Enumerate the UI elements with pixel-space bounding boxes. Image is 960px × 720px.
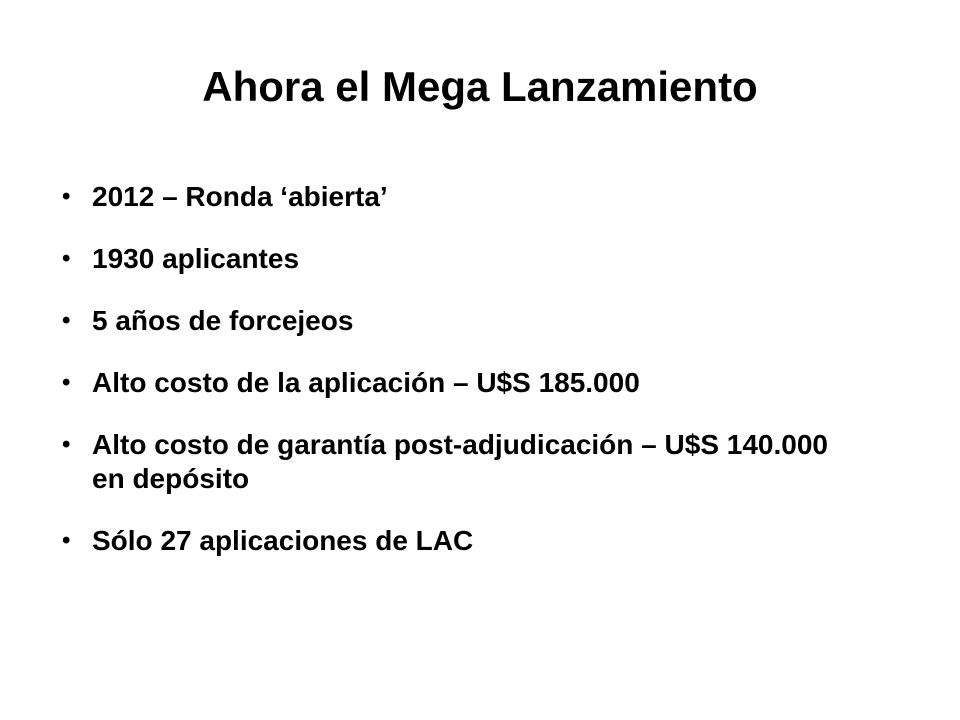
bullet-text: Alto costo de la aplicación – U$S 185.000	[92, 367, 640, 398]
bullet-icon: •	[62, 183, 71, 210]
bullet-icon: •	[62, 307, 71, 334]
bullet-item	[62, 180, 862, 214]
bullet-item	[62, 524, 862, 558]
bullet-item	[62, 304, 862, 338]
bullet-text: Sólo 27 aplicaciones de LAC	[92, 525, 474, 556]
bullet-item	[62, 366, 862, 400]
slide-title: Ahora el Mega Lanzamiento	[202, 63, 758, 110]
bullet-icon: •	[62, 245, 71, 272]
bullet-list	[62, 180, 862, 586]
bullet-item	[62, 242, 862, 276]
bullet-text: 5 años de forcejeos	[92, 305, 354, 336]
bullet-text: 2012 – Ronda ‘abierta’	[92, 181, 388, 212]
bullet-icon: •	[62, 369, 71, 396]
bullet-item	[62, 428, 862, 496]
bullet-text: Alto costo de garantía post-adjudicación – U$S 140.000 en depósito	[92, 429, 828, 494]
bullet-text: 1930 aplicantes	[92, 243, 300, 274]
bullet-icon: •	[62, 527, 71, 554]
bullet-icon: •	[62, 431, 71, 458]
